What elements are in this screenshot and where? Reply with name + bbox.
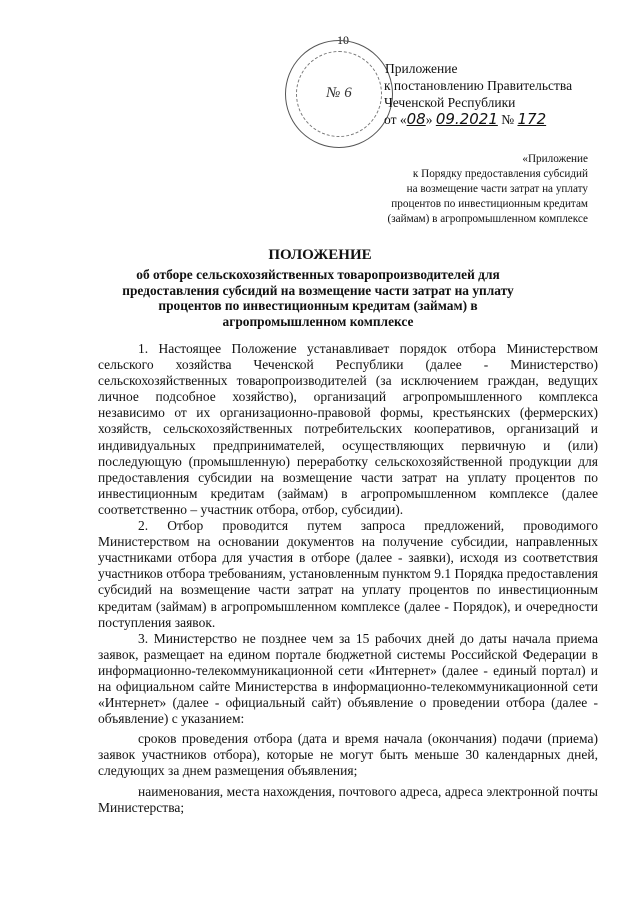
procedure-appendix-line-3: на возмещение части затрат на уплату xyxy=(406,183,588,195)
official-stamp xyxy=(285,40,393,148)
date-middle: » xyxy=(425,112,436,127)
paragraph-2: 2. Отбор проводится путем запроса предложений, проводимого Министерством на основании документов на получение субсидии, направленных участниками отбора для участия в отборе (далее - заявки), исходя из соответствия участников отбора требованиям, установленным пунктом 9.1 Порядка предоставления субсидий на возмещение части затрат на уплату процентов по инвестиционным кредитам (займам) в агропромышленном комплексе (далее - Порядок), и очередности поступления заявок. xyxy=(98,518,598,630)
paragraph-3: 3. Министерство не позднее чем за 15 рабочих дней до даты начала приема заявок, размещает на едином портале бюджетной системы Российской Федерации в информационно-телекоммуникационной сети «Интернет» (далее - единый портал) и на официальном сайте Министерства в информационно-телекоммуникационной сети «Интернет» (далее - официальный сайт) объявление о проведении отбора (далее - объявление) с указанием: xyxy=(98,630,598,727)
document-body xyxy=(98,341,598,816)
date-month-year: 09.2021 xyxy=(435,110,498,128)
stamp-number: № 6 xyxy=(326,85,352,101)
list-item: наименования, места нахождения, почтового адреса, адреса электронной почты Министерства; xyxy=(98,783,598,815)
date-prefix: от « xyxy=(384,112,407,127)
date-day: 08 xyxy=(406,110,426,128)
decree-number: 172 xyxy=(517,110,547,128)
page-number: 10 xyxy=(337,33,349,47)
appendix-date-line xyxy=(384,111,572,128)
appendix-republic-line: Чеченской Республики xyxy=(384,95,516,110)
list-item: сроков проведения отбора (дата и время начала (окончания) подачи (приема) заявок участников отбора), которые не могут быть меньше 30 календарных дней, следующих за днем размещения объявления; xyxy=(98,731,598,779)
procedure-appendix-line-2: к Порядку предоставления субсидий xyxy=(412,168,588,180)
document-subtitle: об отборе сельскохозяйственных товаропроизводителей для предоставления субсидий на возмещение части затрат на уплату процентов по инвестиционным кредитам (займам) в агропромышленном комплексе xyxy=(122,267,514,329)
procedure-appendix-line-5: (займам) в агропромышленном комплексе xyxy=(387,213,588,225)
government-decree-appendix xyxy=(384,60,572,128)
document-title: ПОЛОЖЕНИЕ xyxy=(268,247,372,263)
appendix-label: Приложение xyxy=(385,61,458,76)
paragraph-1: 1. Настоящее Положение устанавливает порядок отбора Министерством сельского хозяйства Чеченской Республики (далее - Министерство) сельскохозяйственных товаропроизводителей (за исключением граждан, ведущих личное подсобное хозяйство), организаций агропромышленного комплекса независимо от их организационно-правовой формы, крестьянских (фермерских) хозяйств, сельскохозяйственных потребительских кооперативов, организаций и индивидуальных предпринимателей, осуществляющих первичную и (или) последующую (промышленную) переработку сельскохозяйственной продукции для предоставления субсидии на возмещение части затрат на уплату процентов по инвестиционным кредитам (займам) в агропромышленном комплексе (далее соответственно – участник отбора, отбор, субсидии). xyxy=(98,341,598,517)
procedure-appendix-line-4: процентов по инвестиционным кредитам xyxy=(391,198,588,210)
appendix-decree-line: к постановлению Правительства xyxy=(384,78,573,93)
procedure-appendix xyxy=(387,152,588,227)
procedure-appendix-label: «Приложение xyxy=(522,153,588,165)
number-sign: № xyxy=(497,112,518,127)
